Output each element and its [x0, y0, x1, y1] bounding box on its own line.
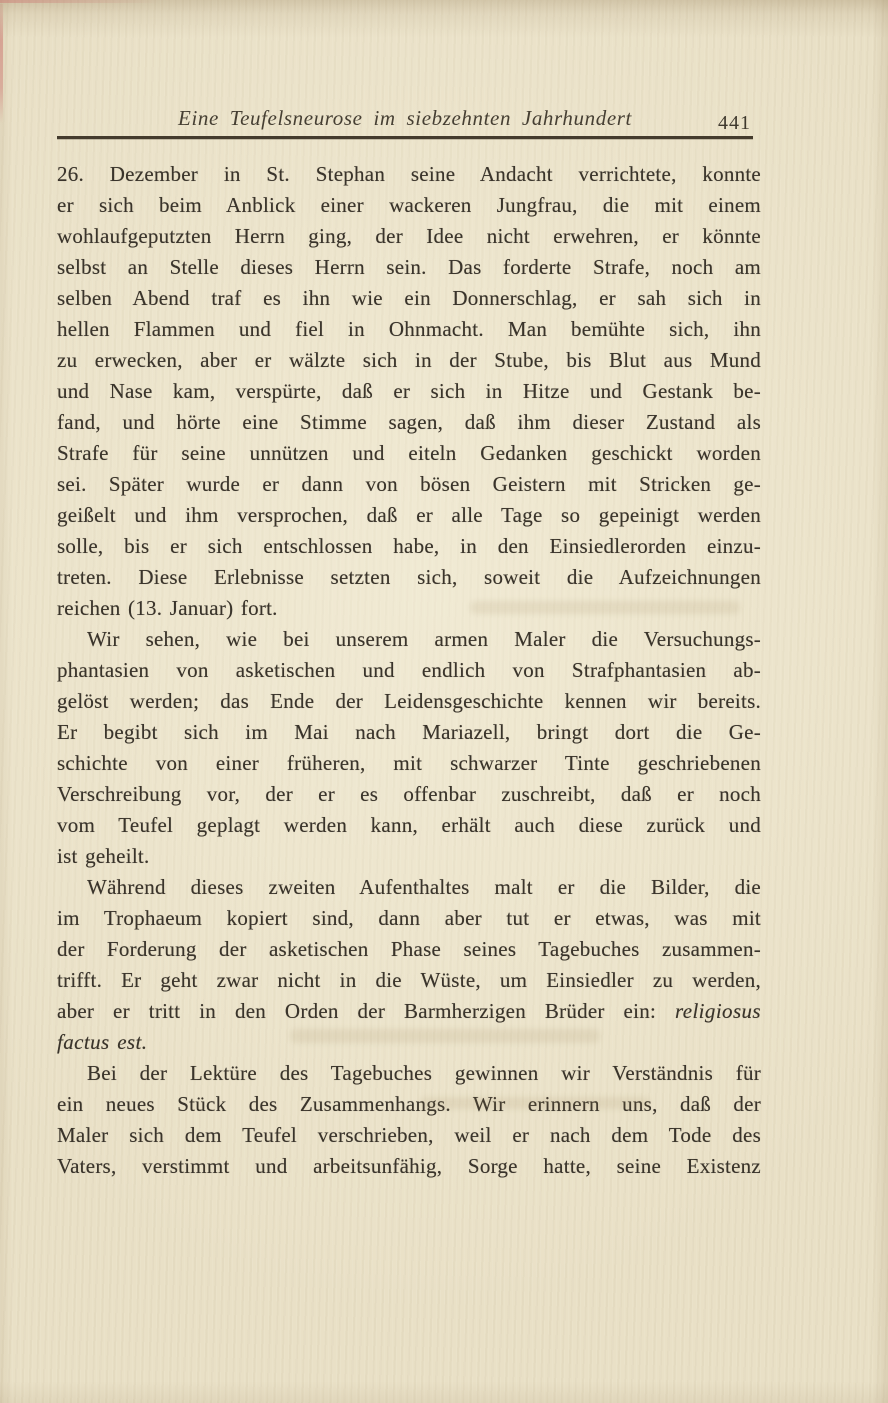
text-line	[57, 314, 761, 345]
show-through-smudge	[420, 1097, 650, 1109]
text-segment: solle, bis er sich entschlossen habe, in den Einsiedlerorden einzu-	[57, 534, 761, 558]
italic-text-segment: religiosus	[674, 999, 761, 1023]
show-through-smudge	[290, 1029, 600, 1043]
text-segment: geißelt und ihm versprochen, daß er alle Tage so gepeinigt werden	[57, 503, 761, 527]
text-line	[57, 1089, 761, 1120]
text-segment: phantasien von asketischen und endlich von Strafphantasien ab-	[57, 658, 761, 682]
text-segment: schichte von einer früheren, mit schwarzer Tinte geschriebenen	[57, 751, 761, 775]
text-line	[57, 252, 761, 283]
text-line	[57, 1058, 761, 1089]
text-segment: Strafe für seine unnützen und eiteln Gedanken geschickt worden	[57, 441, 761, 465]
text-line	[57, 469, 761, 500]
text-segment: treten. Diese Erlebnisse setzten sich, soweit die Aufzeichnungen	[57, 565, 761, 589]
text-line	[57, 810, 761, 841]
text-segment: 26. Dezember in St. Stephan seine Andacht verrichtete, konnte	[57, 162, 761, 186]
text-line	[57, 531, 761, 562]
text-line	[57, 686, 761, 717]
page-number: 441	[718, 112, 751, 134]
text-line	[57, 438, 761, 469]
running-header-title: Eine Teufelsneurose im siebzehnten Jahrhundert	[178, 106, 632, 130]
text-segment: gelöst werden; das Ende der Leidensgeschichte kennen wir bereits.	[57, 689, 761, 713]
text-segment: er sich beim Anblick einer wackeren Jungfrau, die mit einem	[57, 193, 761, 217]
text-line	[57, 655, 761, 686]
text-segment: selben Abend traf es ihn wie ein Donnerschlag, er sah sich in	[57, 286, 761, 310]
text-line	[57, 407, 761, 438]
text-segment: der Forderung der asketischen Phase seines Tagebuches zusammen-	[57, 937, 761, 961]
text-segment: Maler sich dem Teufel verschrieben, weil er nach dem Tode des	[57, 1123, 761, 1147]
text-segment: zu erwecken, aber er wälzte sich in der Stube, bis Blut aus Mund	[57, 348, 761, 372]
show-through-smudge	[470, 601, 740, 614]
text-line	[57, 500, 761, 531]
text-line	[57, 934, 761, 965]
text-line	[57, 376, 761, 407]
text-line	[57, 996, 761, 1027]
text-line	[57, 624, 761, 655]
scan-edge-artifact-left	[0, 4, 3, 124]
text-segment: Bei der Lektüre des Tagebuches gewinnen wir Verständnis für	[87, 1061, 761, 1085]
italic-text-segment: factus est.	[57, 1030, 148, 1054]
header-rule	[57, 136, 753, 139]
text-line	[57, 965, 761, 996]
text-line	[57, 221, 761, 252]
text-line	[57, 562, 761, 593]
text-line	[57, 841, 761, 872]
text-line	[57, 903, 761, 934]
text-segment: Vaters, verstimmt und arbeitsunfähig, Sorge hatte, seine Existenz	[57, 1154, 761, 1178]
text-line	[57, 1151, 761, 1182]
text-segment: sei. Später wurde er dann von bösen Geistern mit Stricken ge-	[57, 472, 761, 496]
text-line	[57, 872, 761, 903]
text-segment: Er begibt sich im Mai nach Mariazell, bringt dort die Ge-	[57, 720, 761, 744]
text-line	[57, 779, 761, 810]
text-line	[57, 345, 761, 376]
text-segment: Während dieses zweiten Aufenthaltes malt er die Bilder, die	[87, 875, 761, 899]
text-line	[57, 1120, 761, 1151]
text-segment: reichen (13. Januar) fort.	[57, 596, 278, 620]
text-line	[57, 748, 761, 779]
text-line	[57, 717, 761, 748]
scan-edge-artifact-top	[0, 0, 160, 3]
text-segment: Verschreibung vor, der er es offenbar zuschreibt, daß er noch	[57, 782, 761, 806]
text-segment: wohlaufgeputzten Herrn ging, der Idee nicht erwehren, er könnte	[57, 224, 761, 248]
running-header	[57, 103, 753, 134]
text-segment: ist geheilt.	[57, 844, 150, 868]
text-segment: ein neues Stück des Zusammenhangs. Wir erinnern uns, daß der	[57, 1092, 761, 1116]
text-segment: trifft. Er geht zwar nicht in die Wüste, um Einsiedler zu werden,	[57, 968, 761, 992]
text-segment: hellen Flammen und fiel in Ohnmacht. Man bemühte sich, ihn	[57, 317, 761, 341]
text-segment: und Nase kam, verspürte, daß er sich in Hitze und Gestank be-	[57, 379, 761, 403]
text-line	[57, 159, 761, 190]
text-segment: im Trophaeum kopiert sind, dann aber tut er etwas, was mit	[57, 906, 761, 930]
text-line	[57, 283, 761, 314]
text-segment: aber er tritt in den Orden der Barmherzigen Brüder ein:	[57, 999, 675, 1023]
text-segment: vom Teufel geplagt werden kann, erhält auch diese zurück und	[57, 813, 761, 837]
text-segment: Wir sehen, wie bei unserem armen Maler die Versuchungs-	[87, 627, 761, 651]
text-segment: selbst an Stelle dieses Herrn sein. Das forderte Strafe, noch am	[57, 255, 761, 279]
text-segment: fand, und hörte eine Stimme sagen, daß ihm dieser Zustand als	[57, 410, 761, 434]
text-line	[57, 190, 761, 221]
